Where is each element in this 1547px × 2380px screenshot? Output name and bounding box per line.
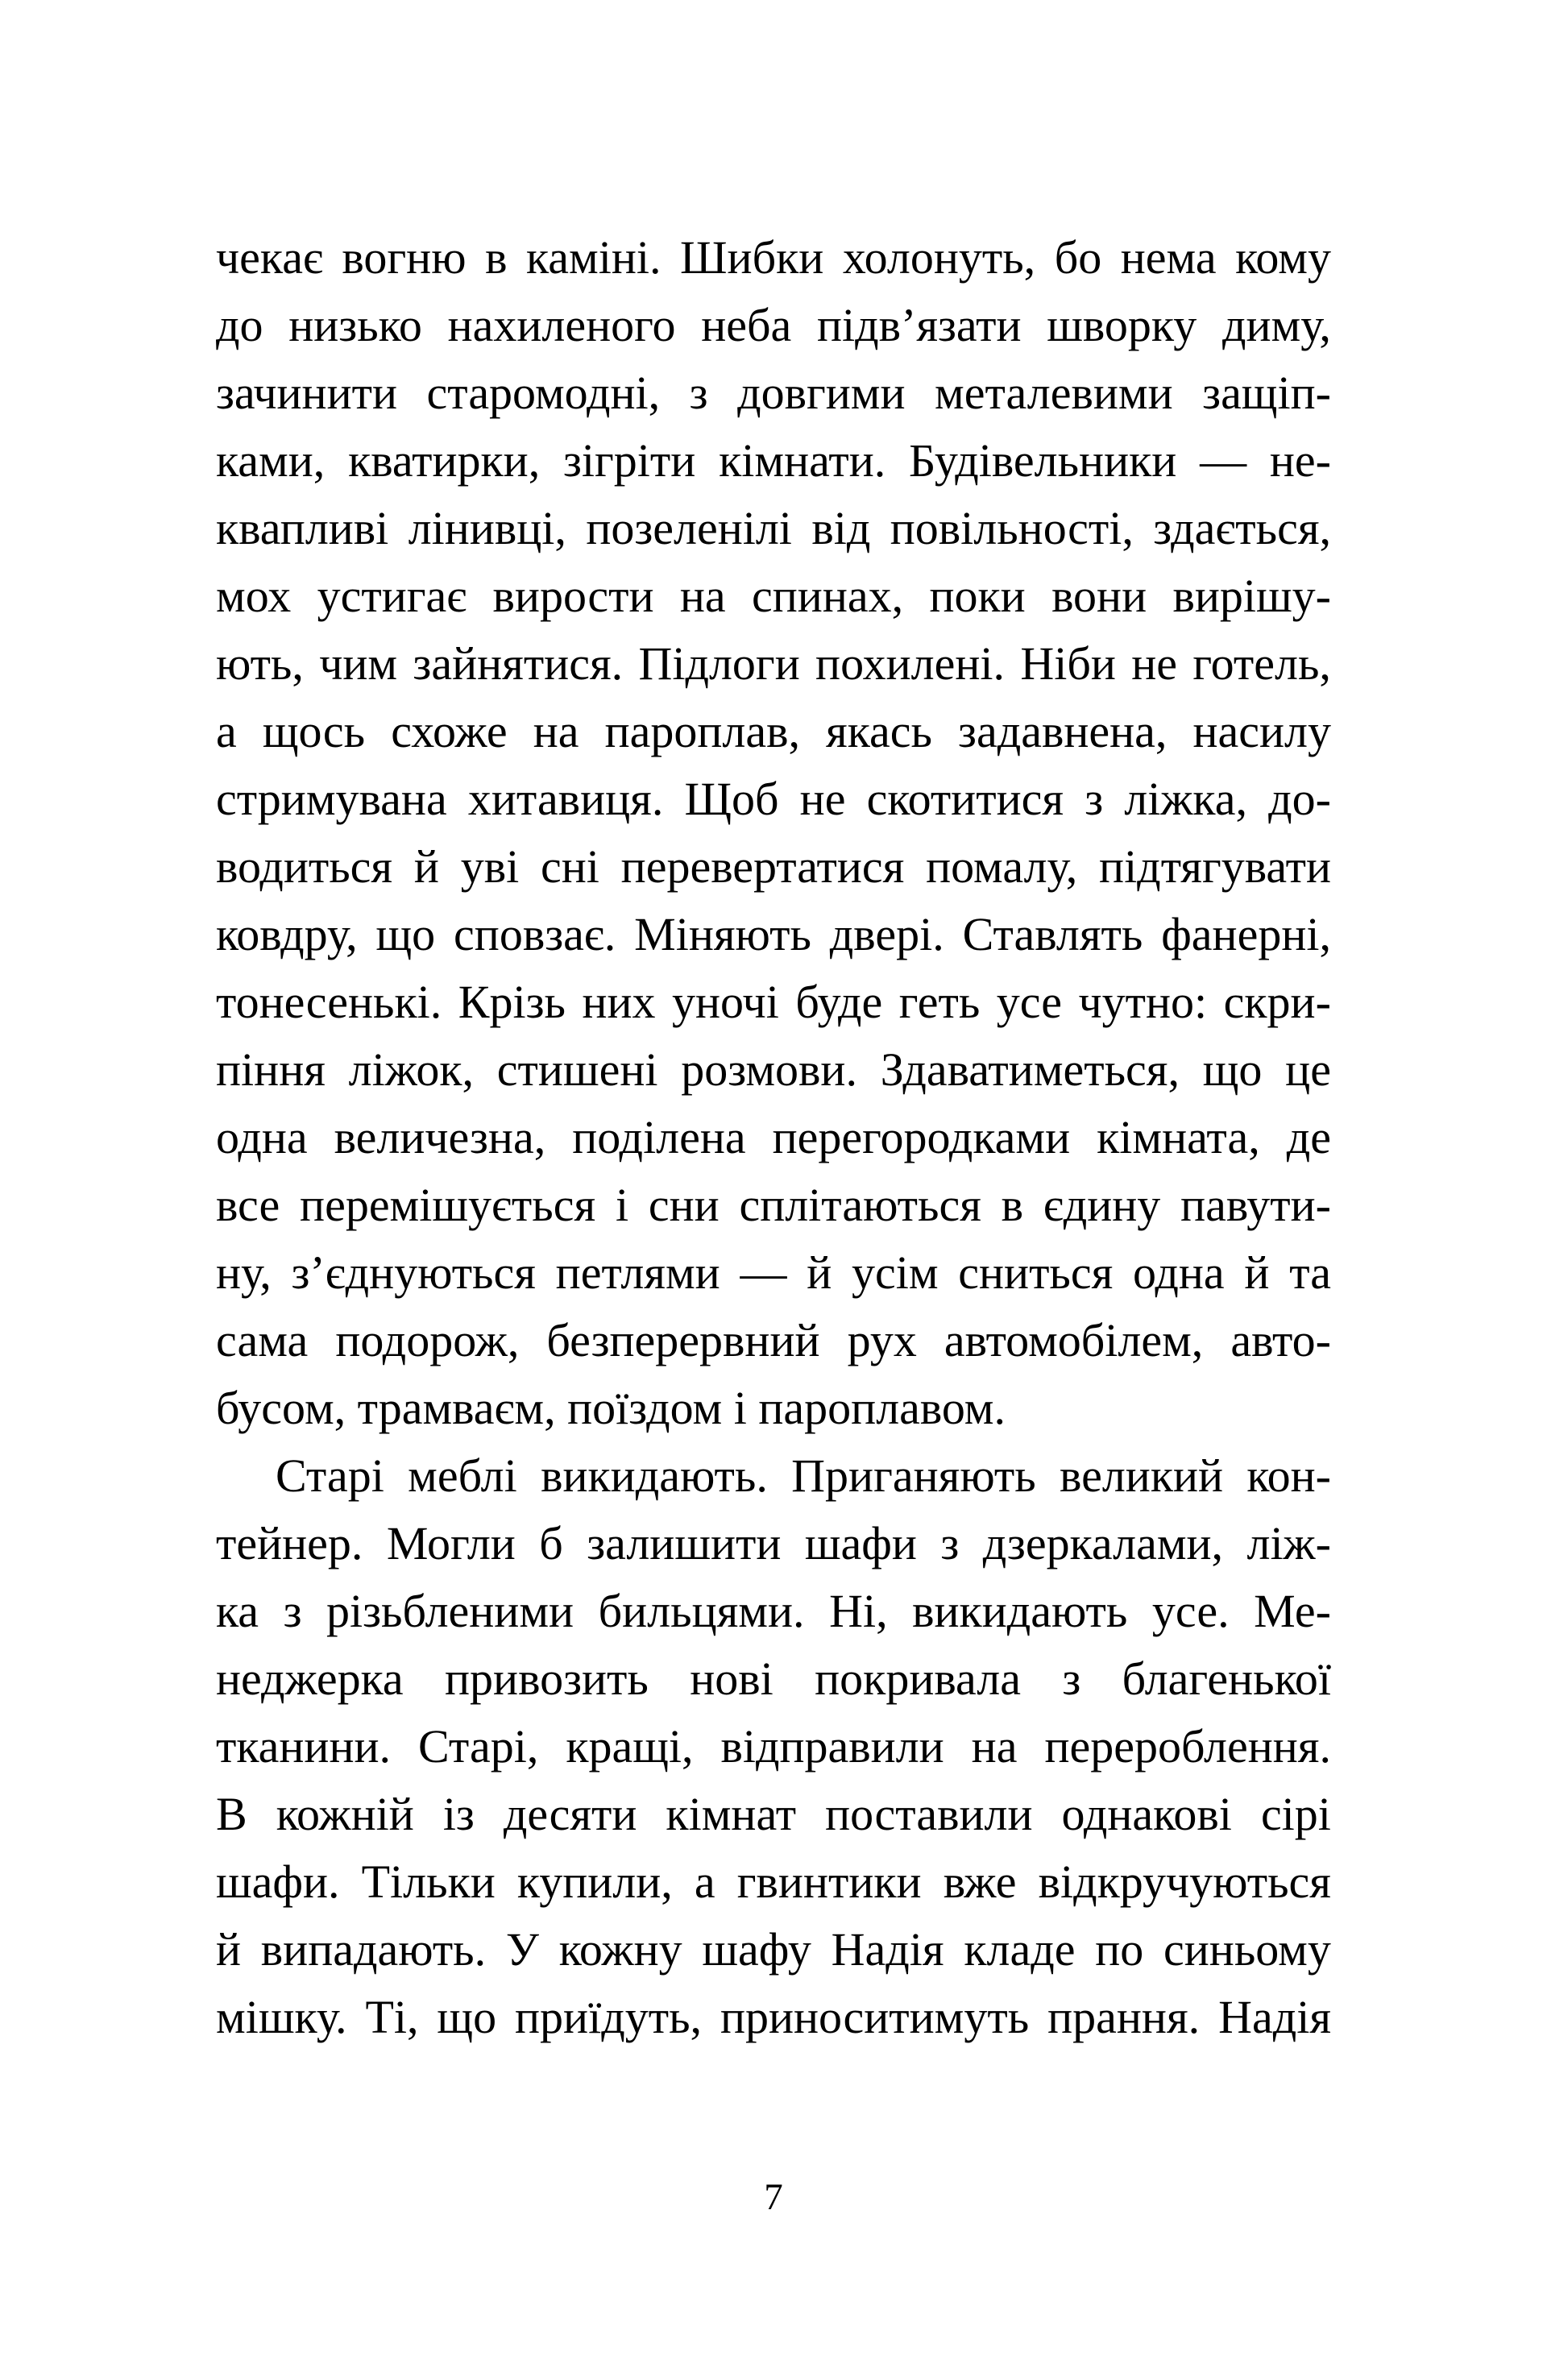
- text-line: квапливі лінивці, позеленілі від повільності, здається,: [216, 502, 1331, 554]
- text-line: шафи. Тільки купили, а гвинтики вже відкручуються: [216, 1855, 1331, 1908]
- text-line: все перемішується і сни сплітаються в єдину павути-: [216, 1179, 1331, 1231]
- text-line: зачинити старомодні, з довгими металевими защіп-: [216, 367, 1331, 419]
- text-line: ка з різьбленими бильцями. Ні, викидають усе. Ме-: [216, 1585, 1331, 1637]
- text-line: до низько нахиленого неба підв’язати шворку диму,: [216, 299, 1331, 351]
- text-line: тканини. Старі, кращі, відправили на перероблення.: [216, 1720, 1331, 1773]
- text-line: сама подорож, безперервний рух автомобілем, авто-: [216, 1314, 1331, 1366]
- text-line: ками, кватирки, зігріти кімнати. Будівельники — не-: [216, 434, 1331, 487]
- text-line: чекає вогню в каміні. Шибки холонуть, бо нема кому: [216, 231, 1331, 284]
- text-line: ну, з’єднуються петлями — й усім сниться одна й та: [216, 1246, 1331, 1299]
- text-line: й випадають. У кожну шафу Надія кладе по синьому: [216, 1923, 1331, 1976]
- text-line: бусом, трамваєм, поїздом і пароплавом.: [216, 1382, 1006, 1434]
- text-line: неджерка привозить нові покривала з благенької: [216, 1652, 1331, 1705]
- text-line: тейнер. Могли б залишити шафи з дзеркалами, ліж-: [216, 1517, 1331, 1569]
- text-line: водиться й уві сні перевертатися помалу, підтягувати: [216, 840, 1331, 893]
- text-line: а щось схоже на пароплав, якась задавнена, насилу: [216, 705, 1331, 757]
- text-line: мох устигає вирости на спинах, поки вони вирішу-: [216, 570, 1331, 622]
- text-line: ковдру, що сповзає. Міняють двері. Ставлять фанерні,: [216, 908, 1331, 960]
- page-number: 7: [764, 2176, 783, 2218]
- text-line: одна величезна, поділена перегородками кімната, де: [216, 1111, 1331, 1163]
- text-line: ють, чим зайнятися. Підлоги похилені. Ніби не готель,: [216, 637, 1331, 690]
- text-line: піння ліжок, стишені розмови. Здаватиметься, що це: [216, 1043, 1331, 1096]
- text-line: В кожній із десяти кімнат поставили однакові сірі: [216, 1788, 1331, 1840]
- text-line: Старі меблі викидають. Приганяють великий кон-: [276, 1449, 1331, 1502]
- text-line: стримувана хитавиця. Щоб не скотитися з ліжка, до-: [216, 773, 1331, 825]
- page-text: [216, 0, 1331, 2051]
- text-line: тонесенькі. Крізь них уночі буде геть усе чутно: скри-: [216, 976, 1331, 1028]
- text-line: мішку. Ті, що приїдуть, приноситимуть прання. Надія: [216, 1991, 1331, 2043]
